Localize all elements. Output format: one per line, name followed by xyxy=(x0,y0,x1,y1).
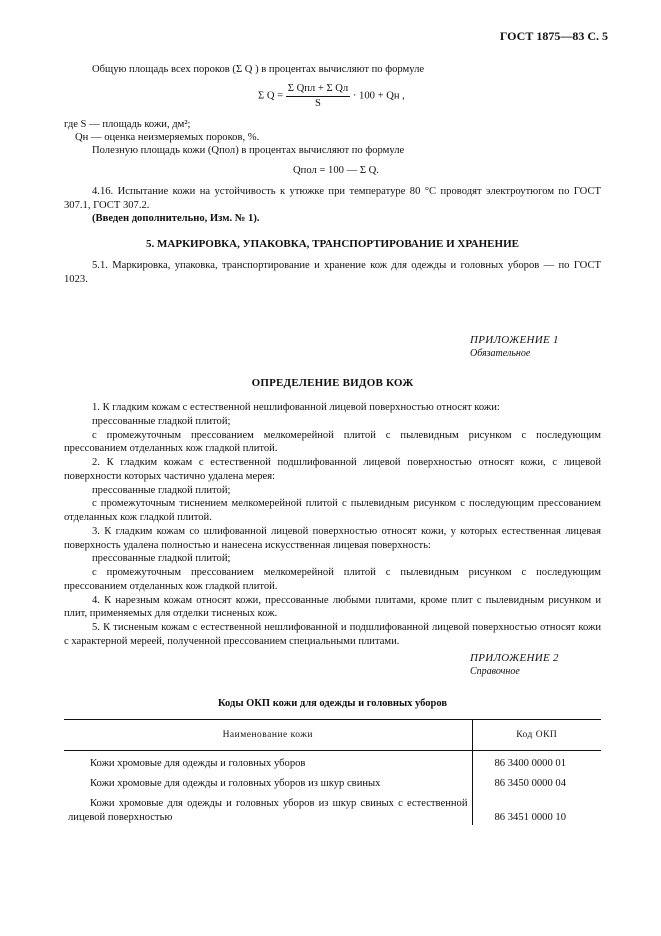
definition-paragraph: с промежуточным прессованием мелкомерейной плитой с пылевидным рисунком с последующим прессованием отделанных кож гладкой плитой. xyxy=(64,429,601,455)
clause-4-16-note: (Введен дополнительно, Изм. № 1). xyxy=(92,213,260,224)
clause-4-16: 4.16. Испытание кожи на устойчивость к утюжке при температуре 80 °С проводят электроутюгом по ГОСТ 307.1, ГОСТ 307.2. xyxy=(64,186,601,211)
column-header-code: Код ОКП xyxy=(472,720,601,751)
appendix-1-subtitle: Обязательное xyxy=(470,348,531,360)
appendix-2-subtitle: Справочное xyxy=(470,666,520,678)
formula-1-tail: · 100 + Qн , xyxy=(352,90,405,102)
formula-2: Qпол = 100 — Σ Q. xyxy=(293,165,379,176)
appendix-2-title: ПРИЛОЖЕНИЕ 2 xyxy=(470,652,559,664)
column-header-name: Наименование кожи xyxy=(64,720,472,751)
section-5-heading: 5. МАРКИРОВКА, УПАКОВКА, ТРАНСПОРТИРОВАНИЕ И ХРАНЕНИЕ xyxy=(146,238,519,250)
formula-1-lhs: Σ Q = xyxy=(258,90,284,102)
table-row xyxy=(64,792,601,826)
table-row xyxy=(64,772,601,792)
cell-code: 86 3400 0000 01 xyxy=(494,758,567,770)
definitions-list xyxy=(64,401,601,649)
definition-paragraph: 5. К тисненым кожам с естественной нешлифованной и подшлифованной лицевой поверхностью относят кожи с характерной мереей, полученной прессованием специальными плитами. xyxy=(64,622,601,648)
appendix-1-label xyxy=(470,333,601,360)
formula-1 xyxy=(258,82,405,111)
formula-2-intro: Полезную площадь кожи (Qпол) в процентах вычисляют по формуле xyxy=(92,145,405,156)
formula-1-intro xyxy=(64,63,601,77)
section-5-text: 5.1. Маркировка, упаковка, транспортирование и хранение кож для одежды и головных уборов — по ГОСТ 1023. xyxy=(64,260,601,285)
page-header: ГОСТ 1875—83 С. 5 xyxy=(499,29,608,43)
definition-paragraph: 3. К гладким кожам со шлифованной лицевой поверхностью относят кожи, у которых естественная лицевая поверхность удалена полностью и нанесена искусственная лицевая поверхность: xyxy=(64,525,601,551)
definition-paragraph: с промежуточным прессованием мелкомерейной плитой с пылевидным рисунком с последующим прессованием отделанных кож гладкой плитой. xyxy=(64,567,601,592)
definition-paragraph: с промежуточным тиснением мелкомерейной плитой с пылевидным рисунком с последующим прессованием отделанных кож гладкой плитой. xyxy=(64,498,601,524)
formula-1-denominator: S xyxy=(315,97,321,109)
definition-paragraph: 2. К гладким кожам с естественной подшлифованной лицевой поверхностью относят кожи, с лицевой поверхности которых частично удалена мерея: xyxy=(64,457,601,482)
cell-name: Кожи хромовые для одежды и головных уборов из шкур свиных с естественной лицевой поверхностью xyxy=(64,792,472,826)
definition-paragraph: 1. К гладким кожам с естественной нешлифованной лицевой поверхностью относят кожи: xyxy=(92,402,500,413)
where-qn: Qн — оценка неизмеряемых пороков, %. xyxy=(75,132,260,143)
definition-paragraph: прессованные гладкой плитой; xyxy=(92,415,231,427)
appendix-2-label xyxy=(470,651,601,678)
appendix-1-title: ПРИЛОЖЕНИЕ 1 xyxy=(470,334,559,346)
where-s: где S — площадь кожи, дм²; xyxy=(64,119,191,130)
table-row xyxy=(64,751,601,772)
definition-paragraph: прессованные гладкой плитой; xyxy=(92,484,231,496)
cell-name: Кожи хромовые для одежды и головных уборов xyxy=(64,751,472,772)
appendix-1-heading: ОПРЕДЕЛЕНИЕ ВИДОВ КОЖ xyxy=(251,377,414,389)
definition-paragraph: 4. К нарезным кожам относят кожи, прессованные любыми плитами, кроме плит с пылевидным рисунком и плит, применяемых для отделки тисненых кож. xyxy=(64,594,601,620)
formula-1-fraction xyxy=(286,82,350,111)
definition-paragraph: прессованные гладкой плитой; xyxy=(92,553,231,565)
formula-1-intro-text: Общую площадь всех пороков (Σ Q ) в процентах вычисляют по формуле xyxy=(92,64,425,75)
cell-name: Кожи хромовые для одежды и головных уборов из шкур свиных xyxy=(64,772,472,792)
cell-code: 86 3451 0000 10 xyxy=(494,811,567,823)
table-header-row xyxy=(64,720,601,751)
cell-code: 86 3450 0000 04 xyxy=(494,778,567,790)
table-title: Коды ОКП кожи для одежды и головных уборов xyxy=(217,698,448,709)
formula-1-numerator: Σ Qпл + Σ Qл xyxy=(286,82,350,97)
okp-codes-table xyxy=(64,719,601,825)
